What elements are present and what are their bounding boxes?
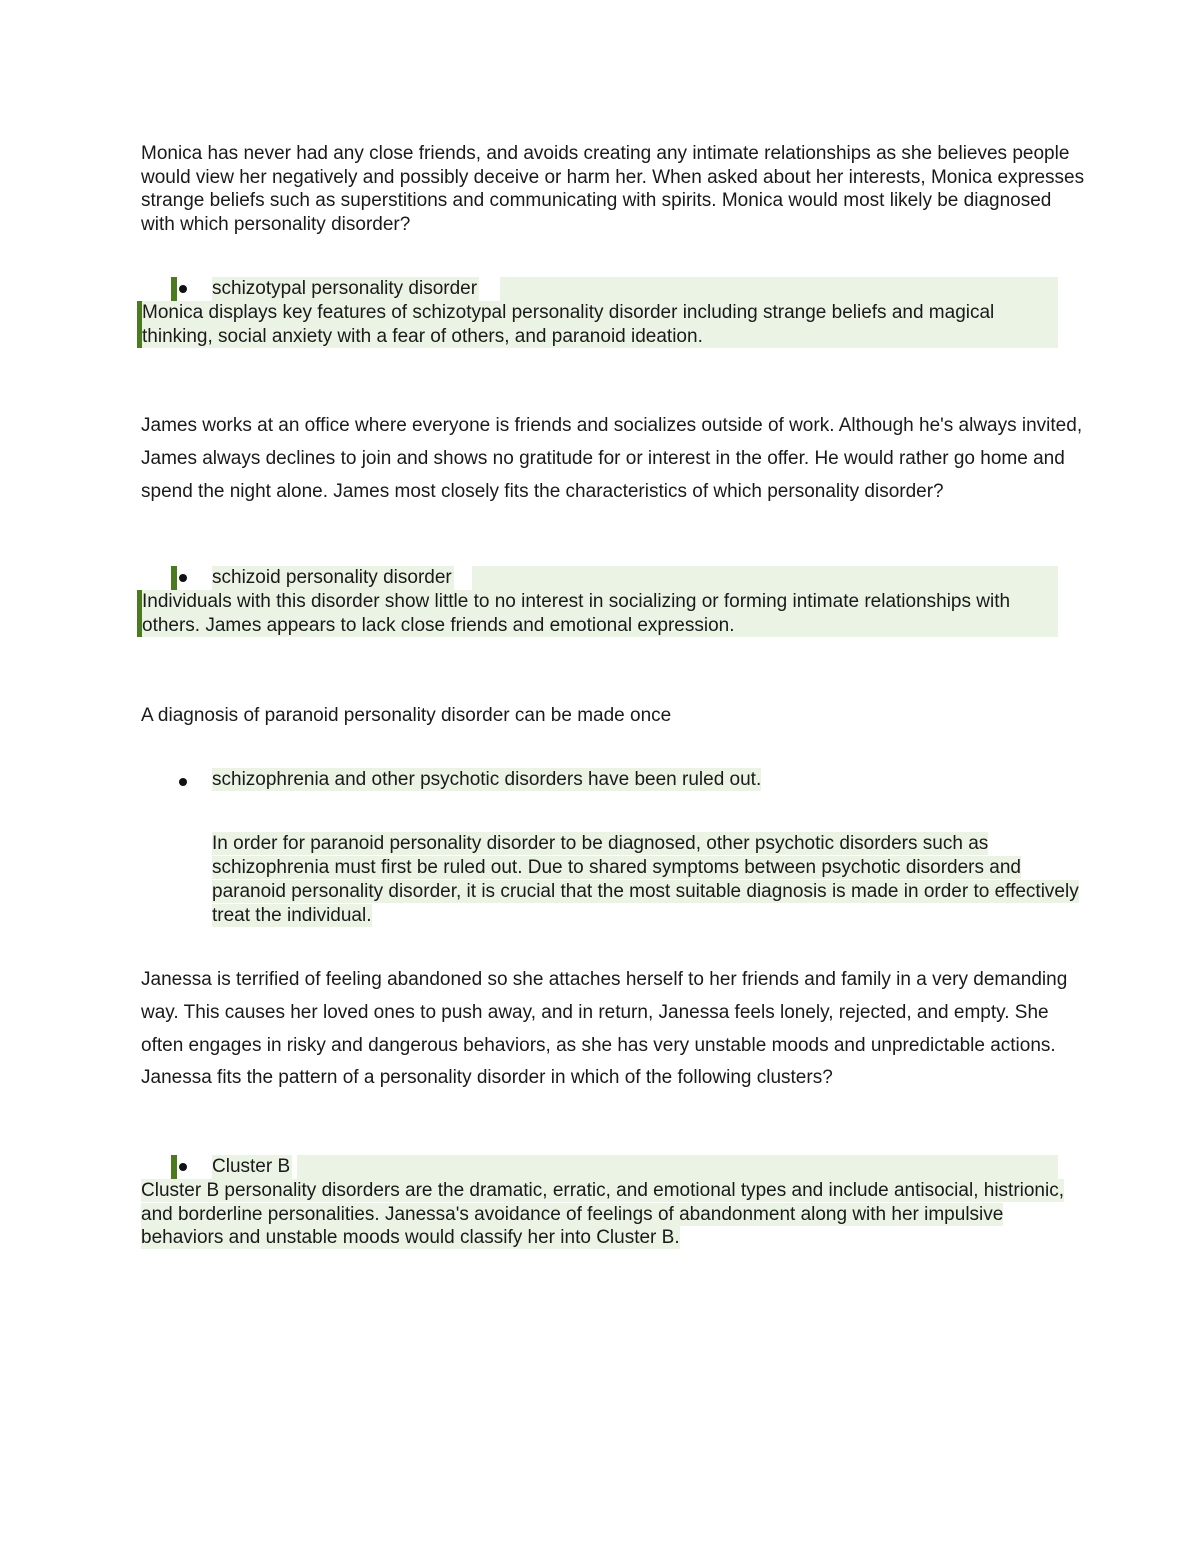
answer-4-text: Cluster B [212,1156,291,1177]
bullet-icon [179,574,187,582]
answer-3-text: schizophrenia and other psychotic disorders have been ruled out. [212,769,762,790]
explanation-marker [137,590,142,637]
explanation-2 [137,590,1058,637]
answer-1-text: schizotypal personality disorder [212,278,478,299]
bullet-icon [179,1163,187,1171]
answer-marker [171,1155,177,1179]
answer-marker [171,566,177,590]
bullet-icon [179,778,187,786]
question-2-text: James works at an office where everyone is friends and socializes outside of work. Although he's always invited, James always declines to join and shows no gratitude for or interest in the offer. He would rather go home and spend the night alone. James most closely fits the characteristics of which personality disorder? [141,415,1083,502]
explanation-marker [137,301,142,348]
question-3-text: A diagnosis of paranoid personality disorder can be made once [141,705,672,726]
explanation-4-text: Cluster B personality disorders are the dramatic, erratic, and emotional types and include antisocial, histrionic, and borderline personalities. Janessa's avoidance of feelings of abandonment along with her impulsive behaviors and unstable moods would classify her into Cluster B. [141,1180,1065,1248]
explanation-1-text: Monica displays key features of schizotypal personality disorder including strange beliefs and magical thinking, social anxiety with a fear of others, and paranoid ideation. [142,302,995,347]
answer-4-highlight [297,1155,1058,1179]
explanation-3-text: In order for paranoid personality disorder to be diagnosed, other psychotic disorders such as schizophrenia must first be ruled out. Due to shared symptoms between psychotic disorders and paranoid personality disorder, it is crucial that the most suitable diagnosis is made in order to effectively treat the individual. [212,833,1079,926]
answer-2-text: schizoid personality disorder [212,567,452,588]
answer-2-highlight [472,566,1058,590]
answer-marker [171,277,177,301]
bullet-icon [179,285,187,293]
answer-3-row [212,768,761,792]
explanation-2-text: Individuals with this disorder show little to no interest in socializing or forming intimate relationships with others. James appears to lack close friends and emotional expression. [142,591,1011,636]
explanation-3 [212,832,1082,928]
answer-1-highlight [500,277,1058,301]
question-1-text: Monica has never had any close friends, and avoids creating any intimate relationships as she believes people would view her negatively and possibly deceive or harm her. When asked about her interests, Monica expresses strange beliefs such as superstitions and communicating with spirits. Monica would most likely be diagnosed with which personality disorder? [141,143,1085,235]
explanation-4 [141,1179,1086,1250]
explanation-1 [137,301,1058,348]
question-4-text: Janessa is terrified of feeling abandoned so she attaches herself to her friends and family in a very demanding way. This causes her loved ones to push away, and in return, Janessa feels lonely, rejected, and empty. She often engages in risky and dangerous behaviors, as she has very unstable moods and unpredictable actions. Janessa fits the pattern of a personality disorder in which of the following clusters? [141,969,1068,1089]
